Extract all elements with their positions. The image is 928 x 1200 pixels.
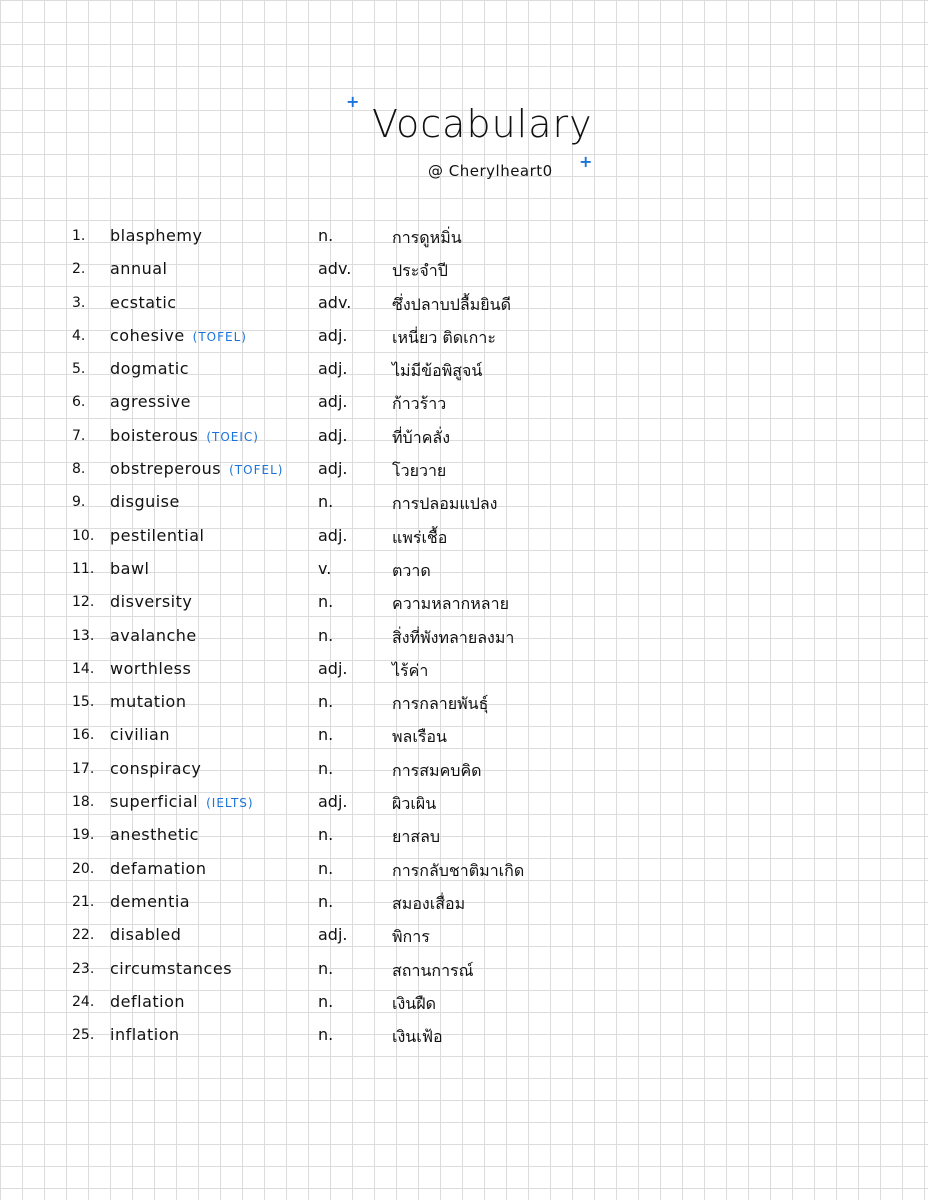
vocab-entry <box>0 891 928 927</box>
entry-word-text: superficial <box>110 792 199 812</box>
vocab-entry <box>0 625 928 661</box>
vocab-entry <box>0 958 928 994</box>
exam-tag: (IELTS) <box>206 796 254 811</box>
entry-meaning: การกลับชาติมาเกิด <box>392 860 525 880</box>
entry-word-text: obstreperous <box>110 459 222 479</box>
vocab-entry <box>0 261 928 294</box>
vocab-entry <box>0 394 928 427</box>
entry-part-of-speech: n. <box>318 226 334 245</box>
entry-number: 7. <box>72 427 86 444</box>
entry-word-text: circumstances <box>110 958 233 978</box>
exam-tag: (TOFEL) <box>192 329 247 344</box>
entry-meaning: ก้าวร้าว <box>392 394 447 414</box>
entry-word-text: disversity <box>110 592 193 612</box>
entry-word-text: annual <box>110 259 168 279</box>
entry-number: 19. <box>72 827 95 844</box>
page-title: Vocabulary <box>372 102 593 146</box>
entry-word-text: cohesive <box>110 325 185 345</box>
entry-part-of-speech: adv. <box>318 259 352 279</box>
entry-number: 5. <box>72 361 86 378</box>
entry-meaning: การสมคบคิด <box>392 760 482 780</box>
entry-meaning: ผิวเผิน <box>392 794 437 814</box>
entry-part-of-speech: n. <box>318 825 334 845</box>
entry-number: 2. <box>72 261 86 278</box>
entry-word <box>110 526 204 545</box>
entry-part-of-speech: adj. <box>318 525 348 545</box>
entry-word <box>110 692 186 711</box>
entry-number: 6. <box>72 394 86 411</box>
vocab-entry <box>0 594 928 627</box>
entry-part-of-speech: adj. <box>318 425 348 445</box>
entry-word-text: inflation <box>110 1025 180 1045</box>
entry-part-of-speech: adv. <box>318 292 352 312</box>
exam-tag: (TOEIC) <box>206 429 259 444</box>
entry-meaning: ความหลากหลาย <box>392 594 509 614</box>
vocab-entry <box>0 794 928 827</box>
entry-word-text: deflation <box>110 991 186 1011</box>
entry-meaning: ที่บ้าคลั่ง <box>392 427 451 447</box>
entry-part-of-speech: v. <box>318 558 332 578</box>
entry-meaning: การปลอมแปลง <box>392 494 498 514</box>
entry-meaning: เงินเฟ้อ <box>392 1027 443 1047</box>
entry-number: 4. <box>72 327 86 344</box>
vocab-entry <box>0 292 928 328</box>
entry-word-text: mutation <box>110 692 187 712</box>
entry-number: 14. <box>72 660 95 677</box>
vocab-entry <box>0 658 928 694</box>
entry-number: 10. <box>72 527 95 544</box>
entry-number: 23. <box>72 960 95 977</box>
entry-word <box>110 559 150 578</box>
entry-meaning: แพร่เชื้อ <box>392 527 448 547</box>
entry-number: 24. <box>72 993 95 1010</box>
entry-part-of-speech: n. <box>318 858 334 878</box>
entry-part-of-speech: adj. <box>318 392 348 412</box>
vocab-entry <box>0 461 928 494</box>
entry-part-of-speech: n. <box>318 891 334 911</box>
entry-word <box>110 392 191 411</box>
entry-part-of-speech: n. <box>318 692 334 712</box>
entry-number: 16. <box>72 727 95 744</box>
entry-word-text: pestilential <box>110 525 205 545</box>
entry-part-of-speech: n. <box>318 991 334 1011</box>
entry-word-text: anesthetic <box>110 825 199 845</box>
entry-word-text: disabled <box>110 925 182 945</box>
entry-number: 3. <box>72 294 86 311</box>
vocab-entry <box>0 858 928 894</box>
entry-meaning: ซึ่งปลาบปลื้มยินดี <box>392 294 511 314</box>
entry-word <box>110 293 177 312</box>
entry-number: 21. <box>72 893 95 910</box>
entry-word-text: ecstatic <box>110 292 177 312</box>
entry-word <box>110 459 283 478</box>
entry-number: 11. <box>72 560 95 577</box>
entry-number: 25. <box>72 1027 95 1044</box>
entry-meaning: การดูหมิ่น <box>392 228 462 247</box>
vocab-entry <box>0 558 928 594</box>
entry-part-of-speech: n. <box>318 592 334 612</box>
entry-word <box>110 992 185 1011</box>
entry-word <box>110 825 199 844</box>
vocab-entry <box>0 494 928 527</box>
entry-word-text: dementia <box>110 891 191 911</box>
vocab-entry <box>0 991 928 1027</box>
entry-number: 18. <box>72 794 95 811</box>
entry-meaning: การกลายพันธุ์ <box>392 694 489 714</box>
entry-word <box>110 492 180 511</box>
vocab-entry <box>0 694 928 727</box>
entry-part-of-speech: adj. <box>318 792 348 812</box>
entry-word-text: civilian <box>110 725 170 745</box>
entry-word <box>110 892 190 911</box>
entry-word <box>110 725 170 744</box>
entry-word-text: blasphemy <box>110 226 203 245</box>
vocab-entry <box>0 525 928 561</box>
entry-word-text: defamation <box>110 858 207 878</box>
entry-meaning: สมองเสื่อม <box>392 893 466 913</box>
entry-part-of-speech: adj. <box>318 459 348 479</box>
entry-word <box>110 1025 180 1044</box>
entry-word-text: boisterous <box>110 425 199 445</box>
entry-meaning: สิ่งที่พังทลายลงมา <box>392 627 515 647</box>
entry-word-text: avalanche <box>110 625 197 645</box>
entry-number: 22. <box>72 927 95 944</box>
sparkle-icon: + <box>346 92 360 111</box>
entry-word <box>110 659 191 678</box>
sparkle-icon: + <box>579 152 593 171</box>
entry-meaning: โวยวาย <box>392 461 447 481</box>
entry-word <box>110 426 259 445</box>
entry-part-of-speech: adj. <box>318 325 348 345</box>
vocab-entry <box>0 927 928 960</box>
entry-word-text: agressive <box>110 392 191 412</box>
author-handle: @ Cherylheart0 <box>428 162 553 180</box>
entry-number: 1. <box>72 228 86 244</box>
vocab-entry <box>0 758 928 794</box>
entry-part-of-speech: adj. <box>318 658 348 678</box>
entry-meaning: ไร้ค่า <box>392 660 429 680</box>
entry-part-of-speech: adj. <box>318 925 348 945</box>
entry-part-of-speech: n. <box>318 1025 334 1045</box>
entry-word <box>110 326 247 345</box>
entry-word <box>110 259 167 278</box>
entry-word-text: worthless <box>110 658 192 678</box>
entry-meaning: ประจำปี <box>392 261 448 281</box>
entry-word <box>110 959 232 978</box>
entry-part-of-speech: n. <box>318 625 334 645</box>
entry-meaning: ยาสลบ <box>392 827 441 847</box>
vocabulary-list <box>0 228 928 1060</box>
entry-word <box>110 626 197 645</box>
entry-number: 15. <box>72 694 95 711</box>
entry-number: 17. <box>72 760 95 777</box>
entry-word <box>110 226 202 245</box>
entry-part-of-speech: n. <box>318 758 334 778</box>
entry-meaning: พลเรือน <box>392 727 447 747</box>
entry-part-of-speech: n. <box>318 725 334 745</box>
entry-part-of-speech: n. <box>318 492 334 512</box>
entry-number: 8. <box>72 461 86 478</box>
entry-meaning: เงินฝืด <box>392 993 436 1013</box>
entry-meaning: ไม่มีข้อพิสูจน์ <box>392 361 483 381</box>
vocab-entry <box>0 1027 928 1060</box>
entry-number: 20. <box>72 860 95 877</box>
vocab-entry <box>0 228 928 261</box>
entry-part-of-speech: n. <box>318 958 334 978</box>
entry-word-text: dogmatic <box>110 359 190 379</box>
entry-meaning: เหนี่ยว ติดเกาะ <box>392 327 496 347</box>
entry-number: 13. <box>72 627 95 644</box>
entry-meaning: สถานการณ์ <box>392 960 474 980</box>
entry-meaning: ตวาด <box>392 560 431 580</box>
vocab-entry <box>0 325 928 361</box>
entry-word-text: conspiracy <box>110 758 202 778</box>
entry-part-of-speech: adj. <box>318 359 348 379</box>
entry-word-text: bawl <box>110 558 150 578</box>
entry-word <box>110 792 254 811</box>
entry-number: 12. <box>72 594 95 611</box>
vocab-entry <box>0 827 928 860</box>
entry-word <box>110 359 189 378</box>
vocab-entry <box>0 425 928 461</box>
entry-word-text: disguise <box>110 492 180 512</box>
entry-meaning: พิการ <box>392 927 430 947</box>
vocab-entry <box>0 361 928 394</box>
entry-word <box>110 592 192 611</box>
exam-tag: (TOFEL) <box>229 463 284 478</box>
vocab-entry <box>0 727 928 760</box>
entry-number: 9. <box>72 494 86 511</box>
entry-word <box>110 859 206 878</box>
entry-word <box>110 759 201 778</box>
entry-word <box>110 925 181 944</box>
